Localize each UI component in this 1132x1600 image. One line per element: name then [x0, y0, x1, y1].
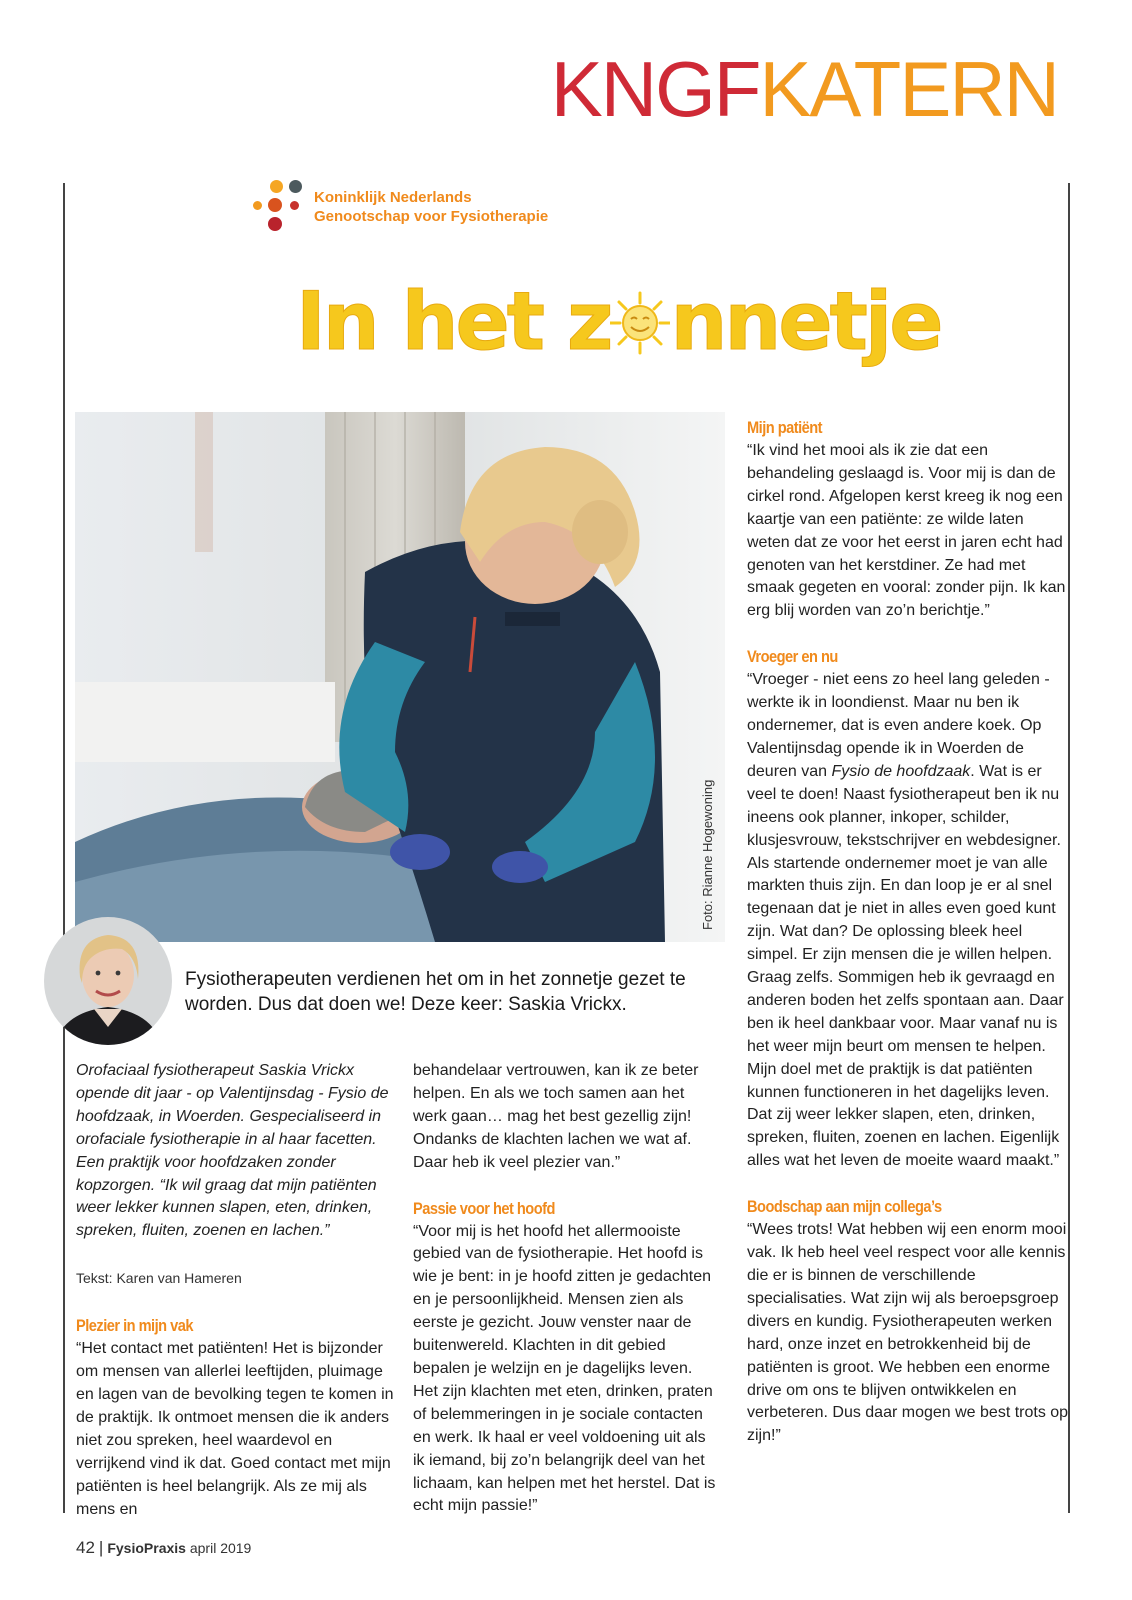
heading-vroeger-en-nu: Vroeger en nu	[747, 647, 838, 667]
headline	[296, 275, 941, 368]
heading-boodschap: Boodschap aan mijn collega’s	[747, 1197, 942, 1217]
body-plezier-continued: behandelaar vertrouwen, kan ik ze beter helpen. En als we toch samen aan het werk gaan… mag het best gezellig zijn! Ondanks de klachten lachen we wat af. Daar heb ik veel plezier van.”	[413, 1062, 699, 1171]
logo-text	[314, 188, 548, 226]
body-boodschap: “Wees trots! Wat hebben wij een enorm mooi vak. Ik heb heel veel respect voor alle kennis die er is binnen de verschillende specialisaties. Wat zijn wij als beroepsgroep divers en kundig. Fysiotherapeuten werken hard, onze inzet en betrokkenheid bij de patiënten is groot. We hebben een enorme drive om ons te blijven ontwikkelen en verbeteren. Dus daar mogen we best trots op zijn!”	[747, 1221, 1069, 1445]
lead-paragraph: Orofaciaal fysiotherapeut Saskia Vrickx opende dit jaar - op Valentijnsdag - Fysio de hoofdzaak, in Woerden. Gespecialiseerd in orofaciale fysiotherapie in al haar facetten. Een praktijk voor hoofdzaken zonder kopzorgen. “Ik wil graag dat mijn patiënten weer lekker kunnen slapen, eten, drinken, spreken, fluiten, zoenen en lachen.”	[76, 1062, 389, 1240]
logo-dot-icon	[289, 180, 302, 193]
magazine-name: FysioPraxis	[107, 1540, 186, 1556]
avatar	[44, 917, 172, 1045]
katern-title-part2: KATERN	[759, 45, 1058, 133]
body-mijn-patient: “Ik vind het mooi als ik zie dat een behandeling geslaagd is. Voor mij is dan de cirkel rond. Afgelopen kerst kreeg ik nog een kaartje van een patiënte: ze wilde laten weten dat ze voor het eerst in jaren echt had genoten van het kerstdiner. Ze had met smaak gegeten en vooral: zonder pijn. Ik kan erg blij worden van zo’n berichtje.”	[747, 442, 1066, 620]
logo-dot-icon	[270, 180, 283, 193]
katern-title	[550, 45, 1058, 133]
page-footer	[76, 1538, 251, 1558]
body-vroeger-part1: “Vroeger - niet eens zo heel lang geleden - werkte ik in loondienst. Maar nu ben ik ondernemer, dat is even andere koek. Op Valentijnsdag opende ik in Woerden de deuren van	[747, 671, 1050, 780]
column-1	[76, 1060, 394, 1521]
body-vroeger-en-nu	[747, 669, 1069, 1173]
intro-text: Fysiotherapeuten verdienen het om in het zonnetje gezet te worden. Dus dat doen we! Deze keer: Saskia Vrickx.	[185, 969, 686, 1015]
main-photo	[75, 412, 725, 942]
katern-title-part1: KNGF	[550, 45, 760, 133]
sun-icon	[610, 288, 670, 368]
heading-mijn-patient: Mijn patiënt	[747, 418, 823, 437]
page-number: 42	[76, 1538, 95, 1557]
logo-line-2: Genootschap voor Fysiotherapie	[314, 208, 549, 225]
practice-name: Fysio de hoofdzaak	[831, 762, 971, 780]
photo-credit: Foto: Rianne Hogewoning	[700, 779, 715, 930]
body-plezier: “Het contact met patiënten! Het is bijzonder om mensen van allerlei leeftijden, pluimage en lagen van de bevolking tegen te komen in de praktijk. Ik ontmoet mensen die ik anders niet zou spreken, heel waardevol en verrijkend vind ik dat. Goed contact met mijn patiënten is heel belangrijk. Als ze mij als mens en	[76, 1340, 394, 1518]
logo-dot-icon	[268, 198, 282, 212]
issue-date: april 2019	[189, 1540, 252, 1556]
headline-part2: nnetje	[670, 275, 941, 368]
text-credit: Tekst: Karen van Hameren	[76, 1270, 242, 1287]
logo-dot-icon	[268, 217, 282, 231]
footer-separator: |	[98, 1538, 104, 1557]
left-rule	[63, 183, 65, 1513]
body-passie: “Voor mij is het hoofd het allermooiste gebied van de fysiotherapie. Het hoofd is wie je bent: in je hoofd zitten je gedachten en je persoonlijkheid. Mensen zien als eerste je gezicht. Jouw venster naar de buitenwereld. Klachten in dit gebied bepalen je welzijn en je dagelijks leven. Het zijn klachten met eten, drinken, praten of belemmeringen in je sociale contacten en werk. Ik haal er veel voldoening uit als ik iemand, bij zo’n belangrijk deel van het lichaam, kan helpen met het herstel. Dat is echt mijn passie!”	[413, 1222, 716, 1515]
heading-passie: Passie voor het hoofd	[413, 1198, 555, 1218]
logo-dot-icon	[290, 201, 299, 210]
column-3	[747, 416, 1069, 1448]
logo-dot-icon	[253, 201, 262, 210]
heading-plezier: Plezier in mijn vak	[76, 1316, 193, 1336]
column-2	[413, 1060, 718, 1518]
logo-line-1: Koninklijk Nederlands	[314, 189, 472, 206]
headline-part1: In het z	[296, 275, 611, 368]
body-vroeger-part2: . Wat is er veel te doen! Naast fysiotherapeut ben ik nu ineens ook planner, inkoper, schilder, klusjesvrouw, tekstschrijver en webdesigner. Als startende ondernemer moet je van alle markten thuis zijn. En dan loop je er al snel tegenaan dat je niet in alles even goed kunt zijn. Wat dan? De oplossing bleek heel simpel. Er zijn mensen die je willen helpen. Graag zelfs. Sommigen heb ik gevraagd en anderen boden het zelfs spontaan aan. Daar ben ik heel dankbaar voor. Maar vanaf nu is het weer mijn beurt om mensen te helpen. Mijn doel met de praktijk is dat patiënten kunnen functioneren in het dagelijks leven. Dat zij weer lekker slapen, eten, drinken, spreken, fluiten, zoenen en lachen. Eigenlijk alles wat het leven de moeite waard maakt.”	[747, 762, 1064, 1170]
